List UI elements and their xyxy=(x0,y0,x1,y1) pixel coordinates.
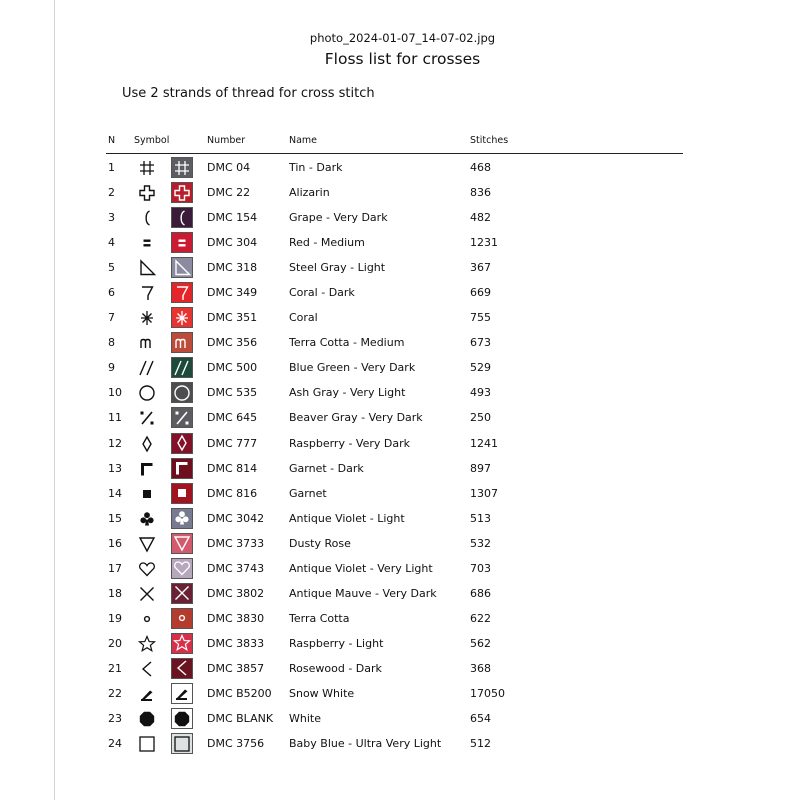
stitch-count: 532 xyxy=(470,536,491,550)
equals-icon xyxy=(137,233,157,253)
color-swatch xyxy=(171,608,193,629)
header-n: N xyxy=(108,135,116,146)
color-swatch xyxy=(171,257,193,278)
diamond-icon xyxy=(172,433,192,453)
diamond-icon xyxy=(137,434,157,454)
double-slash-icon xyxy=(137,358,157,378)
table-row xyxy=(106,480,683,505)
table-row xyxy=(106,179,683,204)
row-number: 18 xyxy=(108,586,122,600)
table-row xyxy=(106,329,683,354)
color-swatch xyxy=(171,633,193,654)
page-title: Floss list for crosses xyxy=(324,50,481,68)
hash-icon xyxy=(137,158,157,178)
floss-number: DMC 349 xyxy=(207,286,258,300)
floss-number: DMC 3733 xyxy=(207,536,265,550)
row-number: 12 xyxy=(108,436,122,450)
stitch-count: 17050 xyxy=(470,686,505,700)
square-outline-icon xyxy=(137,734,157,754)
floss-name: Alizarin xyxy=(289,186,330,200)
square-outline-icon xyxy=(172,734,192,754)
floss-name: Beaver Gray - Very Dark xyxy=(289,411,423,425)
stitch-count: 897 xyxy=(470,461,491,475)
triangle-down-icon xyxy=(172,533,192,553)
row-number: 7 xyxy=(108,311,115,325)
stitch-count: 669 xyxy=(470,286,491,300)
color-swatch xyxy=(171,282,193,303)
m-icon xyxy=(137,333,157,353)
floss-name: Dusty Rose xyxy=(289,536,351,550)
stitch-count: 368 xyxy=(470,661,491,675)
floss-number: DMC 22 xyxy=(207,186,251,200)
table-body xyxy=(106,154,683,755)
page-margin-rule xyxy=(54,0,55,800)
floss-number: DMC 318 xyxy=(207,261,258,275)
circle-icon xyxy=(172,383,192,403)
percent-icon xyxy=(137,408,157,428)
floss-number: DMC 351 xyxy=(207,311,258,325)
color-swatch xyxy=(171,658,193,679)
floss-number: DMC 535 xyxy=(207,386,258,400)
asterisk-icon xyxy=(137,308,157,328)
floss-number: DMC 816 xyxy=(207,486,258,500)
color-swatch xyxy=(171,583,193,604)
percent-icon xyxy=(172,408,192,428)
table-row xyxy=(106,430,683,455)
color-swatch xyxy=(171,558,193,579)
plus-outline-icon xyxy=(172,183,192,203)
triangle-corner-icon xyxy=(137,258,157,278)
color-swatch xyxy=(171,483,193,504)
stitch-count: 673 xyxy=(470,336,491,350)
row-number: 10 xyxy=(108,386,122,400)
table-row xyxy=(106,730,683,755)
stitch-count: 529 xyxy=(470,361,491,375)
color-swatch xyxy=(171,232,193,253)
floss-number: DMC 3830 xyxy=(207,611,265,625)
square-filled-icon xyxy=(137,484,157,504)
triangle-down-icon xyxy=(137,534,157,554)
table-row xyxy=(106,354,683,379)
color-swatch xyxy=(171,508,193,529)
floss-name: Coral xyxy=(289,311,318,325)
floss-name: Antique Violet - Light xyxy=(289,511,405,525)
heart-icon xyxy=(172,558,192,578)
floss-name: Coral - Dark xyxy=(289,286,355,300)
row-number: 13 xyxy=(108,461,122,475)
floss-name: Raspberry - Light xyxy=(289,636,384,650)
row-number: 15 xyxy=(108,511,122,525)
document-filename: photo_2024-01-07_14-07-02.jpg xyxy=(309,31,496,45)
seven-icon xyxy=(172,283,192,303)
floss-number: DMC 154 xyxy=(207,211,258,225)
color-swatch xyxy=(171,407,193,428)
floss-name: Steel Gray - Light xyxy=(289,261,386,275)
color-swatch xyxy=(171,458,193,479)
row-number: 23 xyxy=(108,712,122,726)
star-icon xyxy=(172,633,192,653)
floss-number: DMC 777 xyxy=(207,436,258,450)
row-number: 6 xyxy=(108,286,115,300)
floss-number: DMC 3756 xyxy=(207,737,265,751)
floss-number: DMC 04 xyxy=(207,161,251,174)
stitch-count: 1241 xyxy=(470,436,498,450)
floss-name: Grape - Very Dark xyxy=(289,211,388,225)
floss-number: DMC 814 xyxy=(207,461,258,475)
pen-nib-icon xyxy=(172,683,192,703)
table-row xyxy=(106,680,683,705)
corner-icon xyxy=(137,459,157,479)
floss-number: DMC 356 xyxy=(207,336,258,350)
pen-nib-icon xyxy=(137,684,157,704)
row-number: 2 xyxy=(108,186,115,200)
small-circle-icon xyxy=(172,608,192,628)
table-header xyxy=(106,134,683,154)
square-filled-icon xyxy=(172,483,192,503)
stitch-count: 1231 xyxy=(470,236,498,250)
x-icon xyxy=(137,584,157,604)
floss-number: DMC 645 xyxy=(207,411,258,425)
floss-name: Baby Blue - Ultra Very Light xyxy=(289,737,442,751)
table-row xyxy=(106,605,683,630)
floss-name: Red - Medium xyxy=(289,236,365,250)
header-name: Name xyxy=(289,135,318,146)
table-row xyxy=(106,630,683,655)
table-row xyxy=(106,455,683,480)
table-row xyxy=(106,404,683,429)
less-than-icon xyxy=(172,658,192,678)
stitch-instruction: Use 2 strands of thread for cross stitch xyxy=(122,86,375,101)
color-swatch xyxy=(171,533,193,554)
color-swatch xyxy=(171,207,193,228)
row-number: 24 xyxy=(108,737,122,751)
floss-name: Garnet xyxy=(289,486,327,500)
row-number: 9 xyxy=(108,361,115,375)
seven-icon xyxy=(137,283,157,303)
stitch-count: 250 xyxy=(470,411,491,425)
floss-name: Tin - Dark xyxy=(289,161,343,174)
floss-name: White xyxy=(289,712,321,726)
table-row xyxy=(106,705,683,730)
floss-name: Ash Gray - Very Light xyxy=(289,386,406,400)
floss-name: Snow White xyxy=(289,686,355,700)
row-number: 16 xyxy=(108,536,122,550)
row-number: 8 xyxy=(108,336,115,350)
m-icon xyxy=(172,333,192,353)
stitch-count: 512 xyxy=(470,737,491,751)
floss-name: Blue Green - Very Dark xyxy=(289,361,416,375)
stitch-count: 755 xyxy=(470,311,491,325)
header-stitches: Stitches xyxy=(470,135,509,146)
stitch-count: 513 xyxy=(470,511,491,525)
floss-number: DMC B5200 xyxy=(207,686,272,700)
table-row xyxy=(106,655,683,680)
hash-icon xyxy=(172,158,192,178)
row-number: 20 xyxy=(108,636,122,650)
floss-name: Rosewood - Dark xyxy=(289,661,382,675)
color-swatch xyxy=(171,332,193,353)
stitch-count: 686 xyxy=(470,586,491,600)
stitch-count: 622 xyxy=(470,611,491,625)
row-number: 14 xyxy=(108,486,122,500)
table-row xyxy=(106,204,683,229)
table-row xyxy=(106,254,683,279)
row-number: 22 xyxy=(108,686,122,700)
table-row xyxy=(106,530,683,555)
row-number: 17 xyxy=(108,561,122,575)
table-row xyxy=(106,304,683,329)
floss-number: DMC 3802 xyxy=(207,586,265,600)
color-swatch xyxy=(171,307,193,328)
octagon-filled-icon xyxy=(137,709,157,729)
header-number: Number xyxy=(207,135,246,146)
floss-number: DMC BLANK xyxy=(207,712,274,726)
floss-number: DMC 304 xyxy=(207,236,258,250)
x-icon xyxy=(172,583,192,603)
stitch-count: 468 xyxy=(470,161,491,174)
equals-icon xyxy=(172,233,192,253)
color-swatch xyxy=(171,683,193,704)
color-swatch xyxy=(171,182,193,203)
table-row xyxy=(106,505,683,530)
stitch-count: 1307 xyxy=(470,486,498,500)
table-row xyxy=(106,229,683,254)
color-swatch xyxy=(171,357,193,378)
floss-table xyxy=(106,134,683,755)
color-swatch xyxy=(171,157,193,178)
small-circle-icon xyxy=(137,609,157,629)
floss-number: DMC 3743 xyxy=(207,561,265,575)
floss-name: Raspberry - Very Dark xyxy=(289,436,410,450)
club-icon xyxy=(137,509,157,529)
row-number: 11 xyxy=(108,411,122,425)
octagon-filled-icon xyxy=(172,709,192,729)
stitch-count: 703 xyxy=(470,561,491,575)
row-number: 4 xyxy=(108,236,115,250)
floss-number: DMC 3042 xyxy=(207,511,265,525)
floss-name: Antique Mauve - Very Dark xyxy=(289,586,437,600)
floss-name: Terra Cotta - Medium xyxy=(289,336,405,350)
heart-icon xyxy=(137,559,157,579)
circle-icon xyxy=(137,383,157,403)
color-swatch xyxy=(171,382,193,403)
color-swatch xyxy=(171,708,193,729)
asterisk-icon xyxy=(172,308,192,328)
row-number: 3 xyxy=(108,211,115,225)
star-icon xyxy=(137,634,157,654)
stitch-count: 562 xyxy=(470,636,491,650)
crescent-icon xyxy=(172,208,192,228)
row-number: 5 xyxy=(108,261,115,275)
stitch-count: 493 xyxy=(470,386,491,400)
row-number: 19 xyxy=(108,611,122,625)
floss-name: Garnet - Dark xyxy=(289,461,364,475)
less-than-icon xyxy=(137,659,157,679)
stitch-count: 482 xyxy=(470,211,491,225)
table-row xyxy=(106,154,683,179)
color-swatch xyxy=(171,433,193,454)
floss-number: DMC 500 xyxy=(207,361,258,375)
stitch-count: 654 xyxy=(470,712,491,726)
stitch-count: 367 xyxy=(470,261,491,275)
floss-number: DMC 3857 xyxy=(207,661,265,675)
table-row xyxy=(106,279,683,304)
table-row xyxy=(106,379,683,404)
floss-name: Antique Violet - Very Light xyxy=(289,561,433,575)
plus-outline-icon xyxy=(137,183,157,203)
floss-name: Terra Cotta xyxy=(289,611,350,625)
row-number: 21 xyxy=(108,661,122,675)
table-row xyxy=(106,555,683,580)
crescent-icon xyxy=(137,208,157,228)
table-row xyxy=(106,580,683,605)
floss-number: DMC 3833 xyxy=(207,636,265,650)
triangle-corner-icon xyxy=(172,258,192,278)
club-icon xyxy=(172,508,192,528)
corner-icon xyxy=(172,458,192,478)
row-number: 1 xyxy=(108,161,115,174)
double-slash-icon xyxy=(172,358,192,378)
stitch-count: 836 xyxy=(470,186,491,200)
header-symbol: Symbol xyxy=(134,135,170,146)
color-swatch xyxy=(171,733,193,754)
